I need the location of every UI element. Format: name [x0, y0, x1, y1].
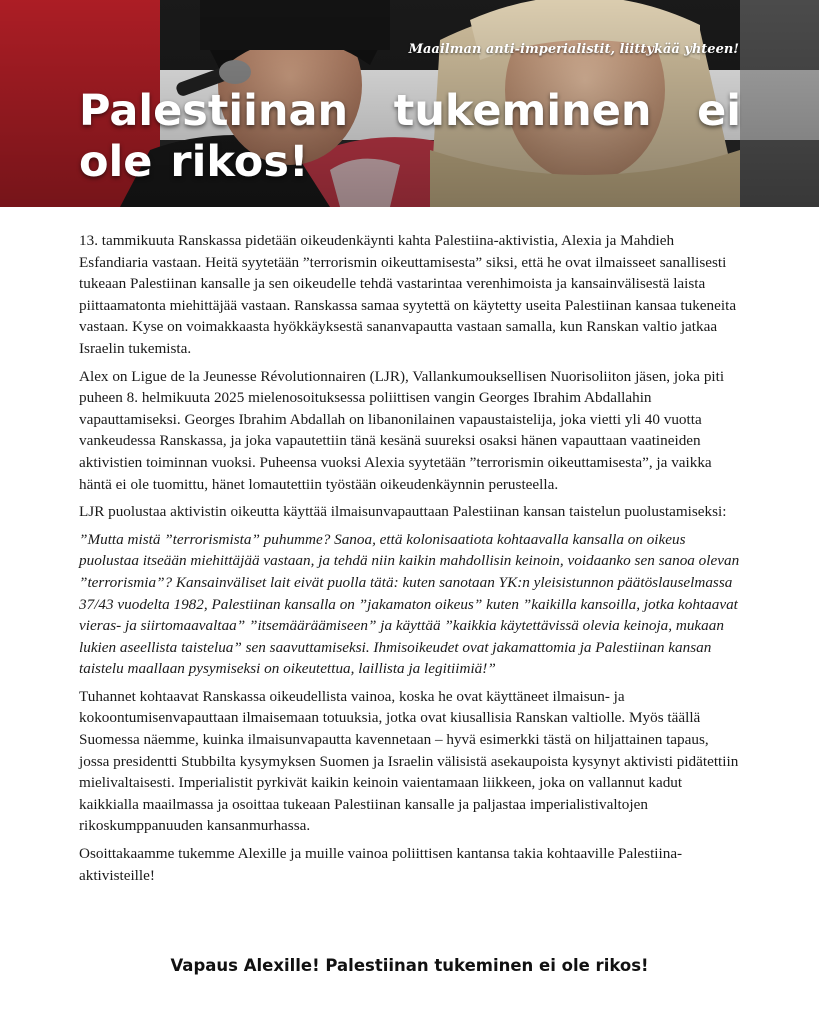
article-paragraph: Tuhannet kohtaavat Ranskassa oikeudellista vainoa, koska he ovat käyttäneet ilmaisun- ja kokoontumisenvapauttaan ilmaisemaan totuuksia, jotka ovat kiusallisia Ranskan valtiolle. Myös täällä Suomessa näemme, kuinka ilmaisunvapautta kavennetaan – hyvä esimerkki tästä on hiljattainen tapaus, jossa presidentti Stubbilta kysymyksen Suomen ja Israelin välisistä asekaupoista kysynyt aktivisti pidätettiin mielivaltaisesti. Imperialistit pyrkivät kaikin keinoin vaientamaan liikkeen, joka on vallannut kadut kaikkialla maailmassa ja osoittaa tukeaan Palestiinan kansalle ja paljastaa imperialistivaltojen rikoskumppanuuden kansanmurhassa. — [79, 687, 739, 835]
page-title: Palestiinan tukeminen ei ole rikos! — [79, 86, 741, 187]
closing-slogan: Vapaus Alexille! Palestiinan tukeminen ei ole rikos! — [170, 956, 649, 975]
article-body — [79, 230, 740, 892]
hero-tagline: Maailman anti-imperialistit, liittykää yhteen! — [408, 42, 739, 57]
article-paragraph: 13. tammikuuta Ranskassa pidetään oikeudenkäynti kahta Palestiina-aktivistia, Alexia ja Mahdieh Esfandiaria vastaan. Heitä syytetään ”terrorismin oikeuttamisesta” siksi, että he ovat ilmaisseet sanallisesti tukeaan Palestiinan kansalle ja sen oikeudelle tehdä vastarintaa verenhimoista ja kansainvälisestä laista piittaamatonta miehittäjää vastaan. Ranskassa samaa syytettä on käytetty useita Palestiinan kansaa tukeneita vastaan. Kyse on voimakkaasta hyökkäyksestä sananvapautta vastaan samalla, kun Ranskan valtio jatkaa Israelin tukemista. — [79, 232, 737, 357]
article-paragraph: Osoittakaamme tukemme Alexille ja muille vainoa poliittisen kantansa takia kohtaaville Palestiina-aktivisteille! — [79, 845, 683, 884]
article-quote: ”Mutta mistä ”terrorismista” puhumme? Sanoa, että kolonisaatiota kohtaavalla kansalla on oikeus puolustaa itseään miehittäjää vastaan, ja tehdä niin kaikin mahdollisin keinoin, voidaanko sen sanoa olevan ”terrorismia”? Kansainväliset lait eivät puolla tätä: kuten sanotaan YK:n yleisistunnon päätöslauselmassa 37/43 vuodelta 1982, Palestiinan kansalla on ”jakamaton oikeus” kuten ”kaikilla kansoilla, jotka kohtaavat vieras- ja siirtomaavaltaa” ”itsemääräämiseen” ja käyttää ”kaikkia käytettävissä olevia keinoja, mukaan lukien aseellista taistelua” sen saavuttamiseksi. Ihmisoikeudet ovat jakamattomia ja Palestiinan kansan taistelu maallaan pysymiseksi on oikeutettua, laillista ja legitiimiä!” — [79, 530, 740, 678]
article-paragraph: Alex on Ligue de la Jeunesse Révolutionnairen (LJR), Vallankumouksellisen Nuorisoliiton jäsen, joka piti puheen 8. helmikuuta 2025 mielenosoituksessa poliittisen vangin Georges Ibrahim Abdallahin vapauttamiseksi. Georges Ibrahim Abdallah on libanonilainen vapaustaistelija, joka vietti yli 40 vuotta vankeudessa Ranskassa, ja joka vapautettiin tänä kesänä suureksi osaksi hänen vapauttaan vaatineiden aktivistien toiminnan vuoksi. Puheensa vuoksi Alexia syytetään ”terrorismin oikeuttamisesta”, ja vaikka häntä ei ole tuomittu, hänet lomautettiin työstään oikeudenkäynnin perusteella. — [79, 367, 725, 493]
article-paragraph: LJR puolustaa aktivistin oikeutta käyttää ilmaisunvapauttaan Palestiinan kansan taistelun puolustamiseksi: — [79, 503, 727, 521]
hero-banner — [0, 0, 819, 207]
